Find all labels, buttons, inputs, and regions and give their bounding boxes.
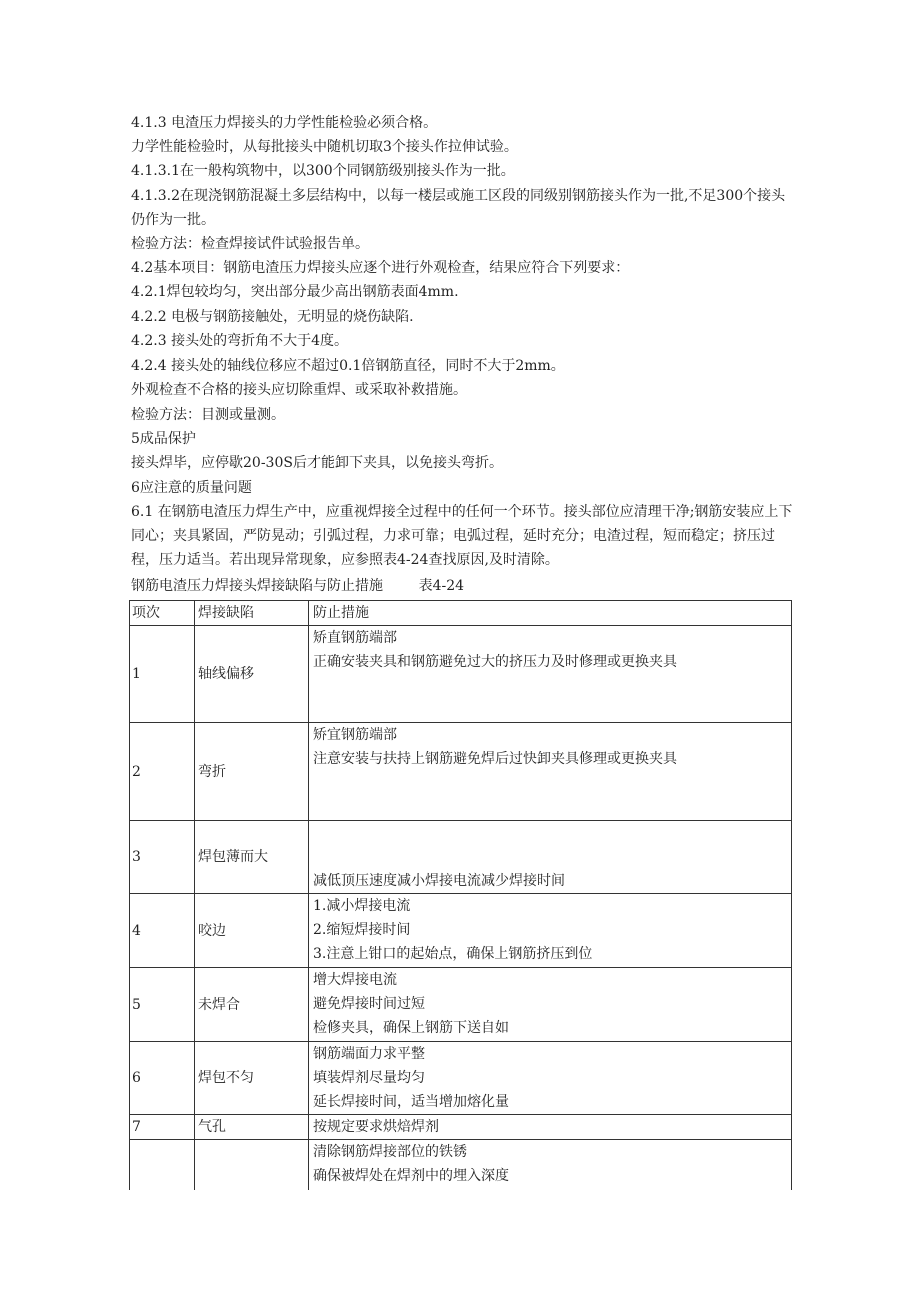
measure-line: 确保被焊处在焊剂中的埋入深度 <box>313 1168 509 1184</box>
paragraph: 检验方法：目测或量测。 <box>131 407 285 423</box>
row-number: 2 <box>130 723 195 821</box>
row-number: 6 <box>130 1042 195 1115</box>
paragraph: 4.2.1焊包较均匀，突出部分最少高出钢筋表面4mm. <box>131 284 459 300</box>
measure-line: 填装焊剂尽量均匀 <box>313 1070 425 1086</box>
measure-line: 检修夹具，确保上钢筋下送自如 <box>313 1020 509 1036</box>
paragraph: 4.1.3 电渣压力焊接头的力学性能检验必须合格。 <box>131 115 438 131</box>
measures-cell <box>309 894 792 968</box>
paragraph: 6.1 在钢筋电渣压力焊生产中，应重视焊接全过程中的任何一个环节。接头部位应清理干净;钢筋安装应上下同心；夹具紧固，严防晃动；引弧过程，力求可靠；电弧过程，延时充分；电渣过程，短而稳定；挤压过程，压力适当。若出现异常现象，应参照表4-24查找原因,及时清除。 <box>131 504 793 568</box>
paragraph: 4.1.3.2在现浇钢筋混凝土多层结构中，以每一楼层或施工区段的同级别钢筋接头作为一批,不足300个接头仍作为一批。 <box>131 188 786 228</box>
defect-name: 未焊合 <box>195 968 309 1042</box>
defect-name: 轴线偏移 <box>195 626 309 723</box>
measure-line: 正确安装夹具和钢筋避免过大的挤压力及时修理或更换夹具 <box>313 654 677 670</box>
measures-cell <box>309 968 792 1042</box>
paragraph: 4.2.4 接头处的轴线位移应不超过0.1倍钢筋直径，同时不大于2mm。 <box>131 358 565 374</box>
header-cell: 防止措施 <box>309 601 792 626</box>
paragraph: 力学性能检验时，从每批接头中随机切取3个接头作拉伸试验。 <box>131 139 518 155</box>
table-row <box>130 723 792 821</box>
paragraph: 4.2基本项目：钢筋电渣压力焊接头应逐个进行外观检查，结果应符合下列要求： <box>131 260 630 276</box>
paragraph: 外观检查不合格的接头应切除重焊、或采取补救措施。 <box>131 382 467 398</box>
header-cell: 焊接缺陷 <box>195 601 309 626</box>
measure-line: 延长焊接时间，适当增加熔化量 <box>313 1094 509 1110</box>
measures-cell <box>309 723 792 821</box>
measure-line: 按规定要求烘焙焊剂 <box>313 1119 439 1135</box>
table-row <box>130 821 792 894</box>
table-row <box>130 626 792 723</box>
row-number: 5 <box>130 968 195 1042</box>
row-number: 4 <box>130 894 195 968</box>
defect-table <box>129 600 792 1190</box>
measure-line: 清除钢筋焊接部位的铁锈 <box>313 1144 467 1160</box>
table-header-row <box>130 601 792 626</box>
defect-name: 焊包薄而大 <box>195 821 309 894</box>
row-number <box>130 1140 195 1190</box>
row-number: 1 <box>130 626 195 723</box>
section-heading: 6应注意的质量问题 <box>131 480 252 496</box>
section-heading: 5成品保护 <box>131 431 196 447</box>
defect-name: 弯折 <box>195 723 309 821</box>
measures-cell <box>309 1140 792 1190</box>
table-row <box>130 1140 792 1190</box>
measures-cell <box>309 1042 792 1115</box>
measure-line: 矫宜钢筋端部 <box>313 727 397 743</box>
row-number: 7 <box>130 1115 195 1140</box>
measure-line: 1.减小焊接电流 <box>313 898 411 914</box>
table-row <box>130 1115 792 1140</box>
defect-name <box>195 1140 309 1190</box>
measures-cell <box>309 1115 792 1140</box>
paragraph: 4.2.2 电极与钢筋接触处，无明显的烧伤缺陷. <box>131 309 414 325</box>
measure-line: 矫直钢筋端部 <box>313 630 397 646</box>
measures-cell <box>309 821 792 894</box>
table-row <box>130 894 792 968</box>
header-cell: 项次 <box>130 601 195 626</box>
measures-cell <box>309 626 792 723</box>
measure-line: 注意安装与扶持上钢筋避免焊后过快卸夹具修理或更换夹具 <box>313 751 677 767</box>
paragraph: 4.2.3 接头处的弯折角不大于4度。 <box>131 333 348 349</box>
paragraph: 检验方法：检查焊接试件试验报告单。 <box>131 236 369 252</box>
measure-line: 3.注意上钳口的起始点，确保上钢筋挤压到位 <box>313 946 593 962</box>
measure-line: 避免焊接时间过短 <box>313 996 425 1012</box>
table-caption: 钢筋电渣压力焊接头焊接缺陷与防止措施 表4-24 <box>131 578 465 594</box>
defect-name: 气孔 <box>195 1115 309 1140</box>
row-number: 3 <box>130 821 195 894</box>
table-row <box>130 1042 792 1115</box>
defect-name: 焊包不匀 <box>195 1042 309 1115</box>
defect-name: 咬边 <box>195 894 309 968</box>
measure-line: 减低顶压速度减小焊接电流减少焊接时间 <box>313 873 565 889</box>
measure-line: 钢筋端面力求平整 <box>313 1046 425 1062</box>
measure-line: 增大焊接电流 <box>313 972 397 988</box>
paragraph: 接头焊毕，应停歇20-30S后才能卸下夹具，以免接头弯折。 <box>131 455 503 471</box>
table-row <box>130 968 792 1042</box>
measure-line: 2.缩短焊接时间 <box>313 922 411 938</box>
paragraph: 4.1.3.1在一般构筑物中，以300个同钢筋级别接头作为一批。 <box>131 163 515 179</box>
